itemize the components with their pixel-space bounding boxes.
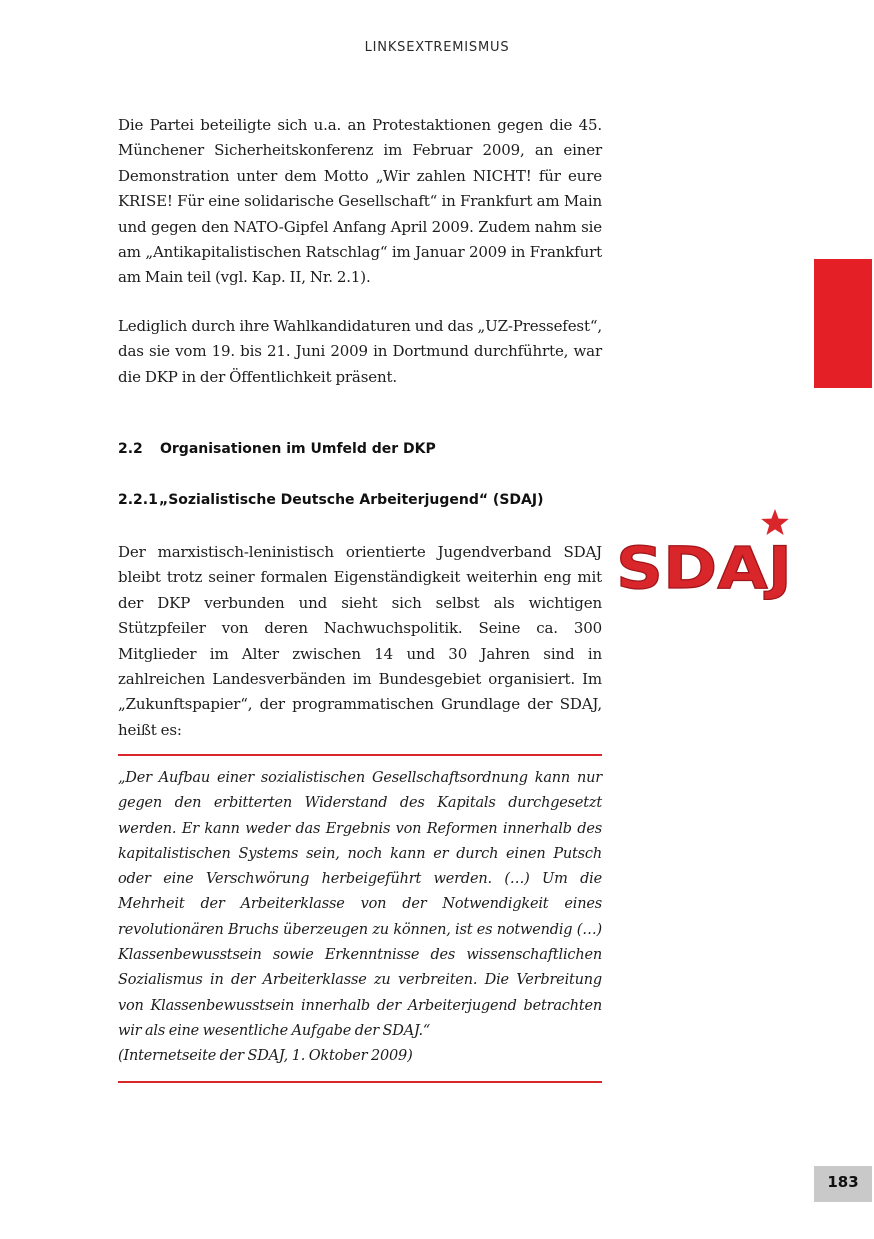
paragraph-3: Der marxistisch-leninistisch orientierte Jugendverband SDAJ bleibt trotz seiner formalen Eigenständigkeit weiterhin eng mit der DKP verbunden und sieht sich selbst als wichtigen Stützpfeiler von deren Nachwuchspolitik. Seine ca. 300 Mitglieder im Alter zwischen 14 und 30 Jahren sind in zahlreichen Landesverbänden im Bundesgebiet organisiert. Im „Zukunftspapier“, der programmatischen Grundlage der SDAJ, heißt es: bbox=[118, 543, 602, 739]
running-header: LINKSEXTREMISMUS bbox=[364, 40, 510, 55]
paragraph-2: Lediglich durch ihre Wahlkandidaturen und das „UZ-Pressefest“, das sie vom 19. bis 21. Juni 2009 in Dortmund durchführte, war die DKP in der Öffentlichkeit präsent. bbox=[118, 317, 602, 386]
section-title: Organisationen im Umfeld der DKP bbox=[160, 441, 436, 457]
paragraph-1: Die Partei beteiligte sich u.a. an Protestaktionen gegen die 45. Münchener Sicherheitskonferenz im Februar 2009, an einer Demonstration unter dem Motto „Wir zahlen NICHT! für eure KRISE! Für eine solidarische Gesellschaft“ in Frankfurt am Main und gegen den NATO-Gipfel Anfang April 2009. Zudem nahm sie am „Antikapitalistischen Ratschlag“ im Januar 2009 in Frankfurt am Main teil (vgl. Kap. II, Nr. 2.1). bbox=[118, 116, 602, 287]
paragraph-2-block bbox=[118, 314, 602, 390]
red-star-icon bbox=[761, 509, 789, 535]
quote-source: (Internetseite der SDAJ, 1. Oktober 2009) bbox=[118, 1048, 413, 1065]
page-number: 183 bbox=[814, 1166, 872, 1202]
quote-top-rule bbox=[118, 754, 602, 756]
quote-block bbox=[118, 766, 602, 1070]
subsection-heading bbox=[118, 492, 602, 508]
sdaj-logo bbox=[610, 506, 802, 600]
section-heading bbox=[118, 441, 602, 457]
paragraph-1-block bbox=[118, 113, 602, 291]
subsection-title: „Sozialistische Deutsche Arbeiterjugend“ (SDAJ) bbox=[159, 492, 544, 508]
section-number: 2.2 bbox=[118, 441, 143, 457]
paragraph-3-block bbox=[118, 540, 602, 743]
sdaj-logo-text: SDAJ bbox=[616, 534, 792, 600]
chapter-marker-tab bbox=[814, 259, 872, 388]
quote-bottom-rule bbox=[118, 1081, 602, 1083]
quote-text: „Der Aufbau einer sozialistischen Gesellschaftsordnung kann nur gegen den erbitterten Widerstand des Kapitals durchgesetzt werden. Er kann weder das Ergebnis von Reformen innerhalb des kapitalistischen Systems sein, noch kann er durch einen Putsch oder eine Verschwörung herbeigeführt werden. (…) Um die Mehrheit der Arbeiterklasse von der Notwendigkeit eines revolutionären Bruchs überzeugen zu können, ist es notwendig (…) Klassenbewusstsein sowie Erkenntnisse des wissenschaftlichen Sozialismus in der Arbeiterklasse zu verbreiten. Die Verbreitung von Klassenbewusstsein innerhalb der Arbeiterjugend betrachten wir als eine wesentliche Aufgabe der SDAJ.“ bbox=[118, 770, 602, 1039]
subsection-number: 2.2.1 bbox=[118, 492, 158, 508]
